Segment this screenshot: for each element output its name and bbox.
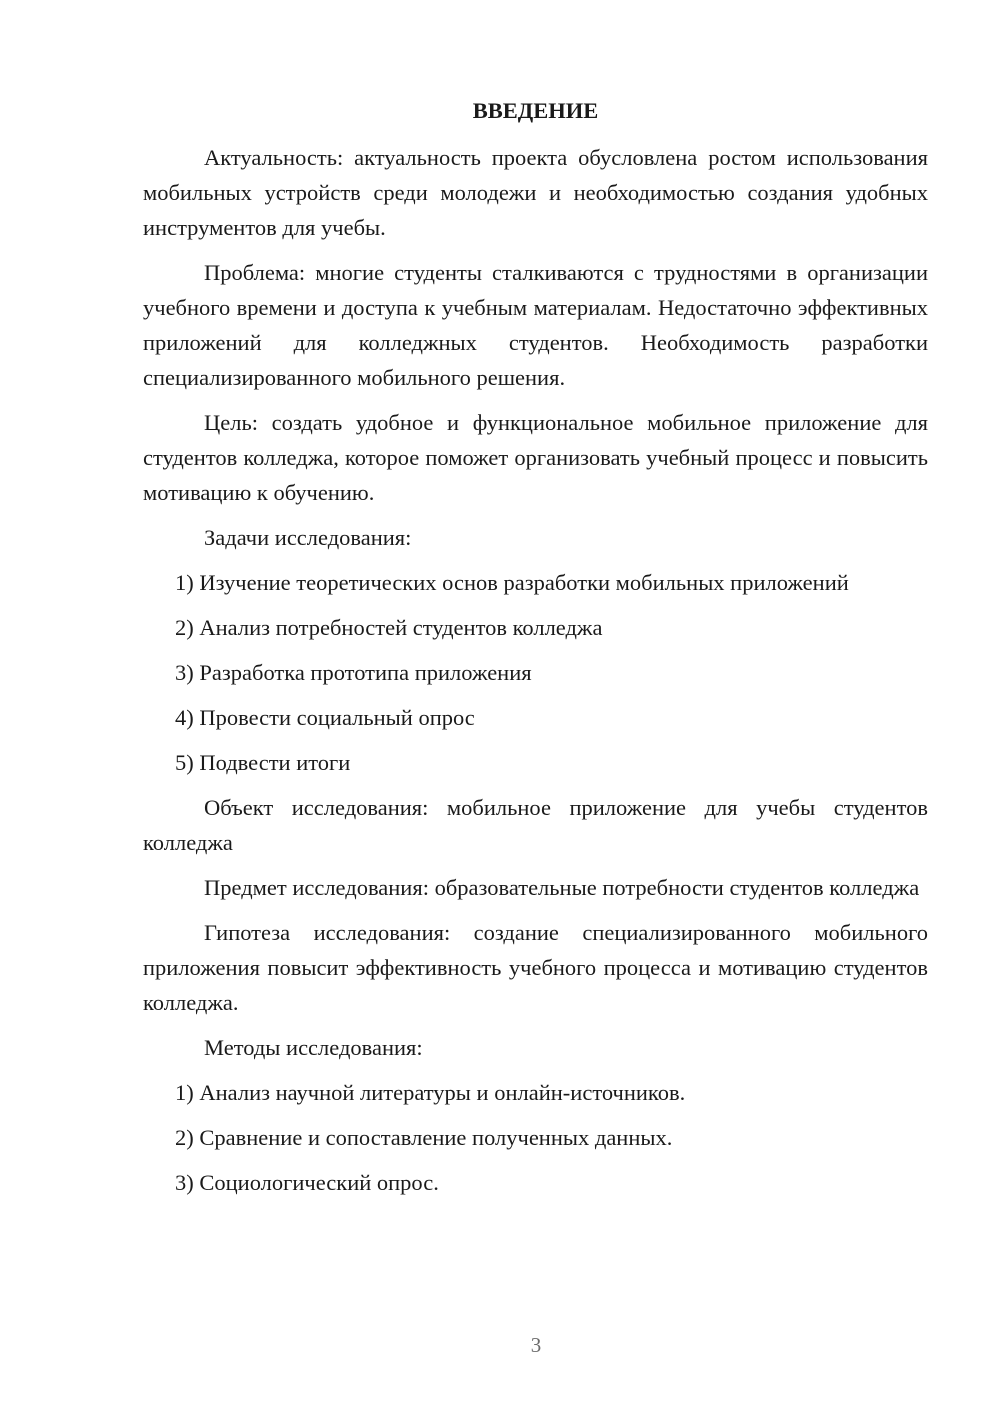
subject-paragraph: Предмет исследования: образовательные потребности студентов колледжа bbox=[204, 875, 920, 900]
page-title: ВВЕДЕНИЕ bbox=[472, 98, 599, 123]
hypothesis-paragraph: Гипотеза исследования: создание специализированного мобильного приложения повысит эффективность учебного процесса и мотивацию студентов колледжа. bbox=[143, 920, 928, 1015]
goal-paragraph: Цель: создать удобное и функциональное мобильное приложение для студентов колледжа, которое поможет организовать учебный процесс и повысить мотивацию к обучению. bbox=[143, 410, 928, 505]
list-item: 2) Анализ потребностей студентов колледжа bbox=[175, 615, 603, 640]
methods-list bbox=[143, 1075, 928, 1200]
tasks-heading: Задачи исследования: bbox=[204, 525, 412, 550]
list-item: 1) Анализ научной литературы и онлайн-источников. bbox=[175, 1080, 686, 1105]
list-item: 1) Изучение теоретических основ разработки мобильных приложений bbox=[175, 570, 849, 595]
list-item: 2) Сравнение и сопоставление полученных данных. bbox=[175, 1125, 673, 1150]
list-item: 4) Провести социальный опрос bbox=[175, 705, 475, 730]
list-item: 5) Подвести итоги bbox=[175, 750, 351, 775]
list-item: 3) Социологический опрос. bbox=[175, 1170, 439, 1195]
document-page bbox=[143, 96, 928, 1210]
list-item: 3) Разработка прототипа приложения bbox=[175, 660, 532, 685]
methods-heading: Методы исследования: bbox=[204, 1035, 423, 1060]
problem-paragraph: Проблема: многие студенты сталкиваются с трудностями в организации учебного времени и доступа к учебным материалам. Недостаточно эффективных приложений для колледжных студентов. Необходимость разработки специализированного мобильного решения. bbox=[143, 260, 928, 390]
page-number: 3 bbox=[530, 1333, 542, 1357]
tasks-list bbox=[143, 565, 928, 780]
object-paragraph: Объект исследования: мобильное приложение для учебы студентов колледжа bbox=[143, 795, 928, 855]
relevance-paragraph: Актуальность: актуальность проекта обусловлена ростом использования мобильных устройств среди молодежи и необходимостью создания удобных инструментов для учебы. bbox=[143, 145, 928, 240]
